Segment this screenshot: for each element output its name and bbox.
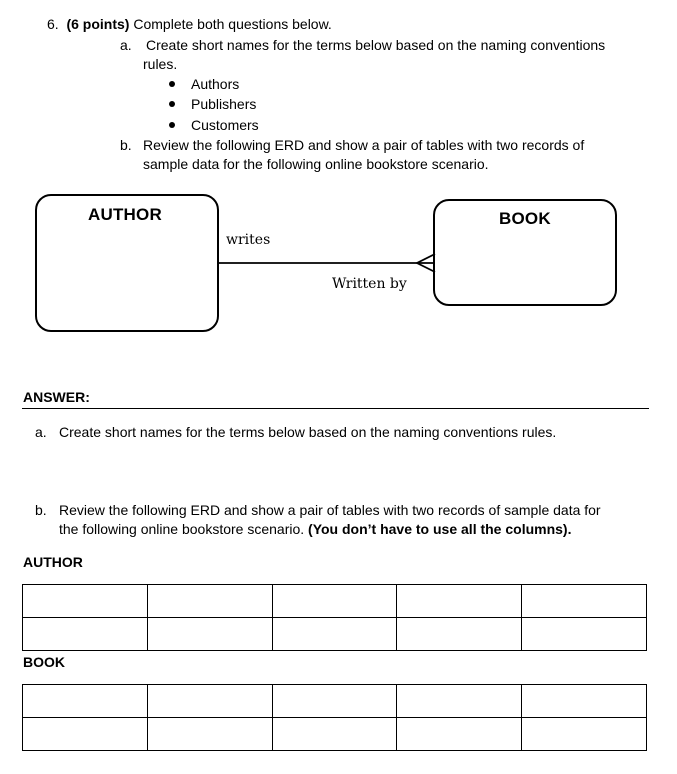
term-item: Customers — [191, 117, 259, 133]
table-cell[interactable] — [522, 618, 647, 651]
table-cell[interactable] — [272, 618, 397, 651]
table-cell[interactable] — [522, 585, 647, 618]
table-row — [23, 685, 647, 718]
table-cell[interactable] — [397, 685, 522, 718]
term-item: Publishers — [191, 96, 257, 112]
table-cell[interactable] — [397, 718, 522, 751]
part-a-line1: Create short names for the terms below based on the naming conventions — [146, 37, 606, 53]
table-cell[interactable] — [23, 685, 148, 718]
table-cell[interactable] — [397, 618, 522, 651]
part-a-line2: rules. — [143, 56, 178, 72]
answer-part-b-line2-bold: (You don’t have to use all the columns). — [308, 521, 572, 537]
table-cell[interactable] — [147, 585, 272, 618]
table-cell[interactable] — [272, 718, 397, 751]
table-cell[interactable] — [23, 718, 148, 751]
question-points: (6 points) — [66, 16, 130, 32]
part-b-line2: sample data for the following online bookstore scenario. — [143, 156, 489, 172]
answer-part-b-line2 — [59, 521, 571, 537]
book-table — [22, 684, 647, 751]
table-cell[interactable] — [272, 585, 397, 618]
table-cell[interactable] — [147, 718, 272, 751]
part-b-marker: b. — [120, 137, 132, 153]
answer-part-a-marker: a. — [35, 424, 47, 440]
author-table — [22, 584, 647, 651]
part-a-marker: a. — [120, 37, 132, 53]
table-cell[interactable] — [147, 685, 272, 718]
table-cell[interactable] — [522, 718, 647, 751]
author-table-label: AUTHOR — [23, 554, 83, 570]
table-cell[interactable] — [522, 685, 647, 718]
table-cell[interactable] — [272, 685, 397, 718]
question-number: 6. — [47, 16, 59, 32]
term-item: Authors — [191, 76, 240, 92]
part-b-line1: Review the following ERD and show a pair of tables with two records of — [143, 137, 585, 153]
table-cell[interactable] — [23, 618, 148, 651]
author-entity-title: AUTHOR — [88, 205, 162, 224]
answer-heading: ANSWER: — [23, 389, 90, 405]
answer-divider — [22, 408, 649, 409]
table-row — [23, 718, 647, 751]
answer-part-a-text: Create short names for the terms below based on the naming conventions rules. — [59, 424, 557, 440]
answer-part-b-line1: Review the following ERD and show a pair of tables with two records of sample data for — [59, 502, 601, 518]
relationship-label-written-by: Written by — [332, 276, 407, 292]
table-cell[interactable] — [147, 618, 272, 651]
answer-part-b-marker: b. — [35, 502, 47, 518]
table-cell[interactable] — [23, 585, 148, 618]
relationship-label-writes: writes — [226, 232, 271, 248]
book-entity-title: BOOK — [499, 209, 551, 228]
table-cell[interactable] — [397, 585, 522, 618]
table-row — [23, 585, 647, 618]
question-instruction: Complete both questions below. — [133, 16, 332, 32]
table-row — [23, 618, 647, 651]
book-table-label: BOOK — [23, 654, 65, 670]
answer-part-b-line2-plain: the following online bookstore scenario. — [59, 521, 309, 537]
